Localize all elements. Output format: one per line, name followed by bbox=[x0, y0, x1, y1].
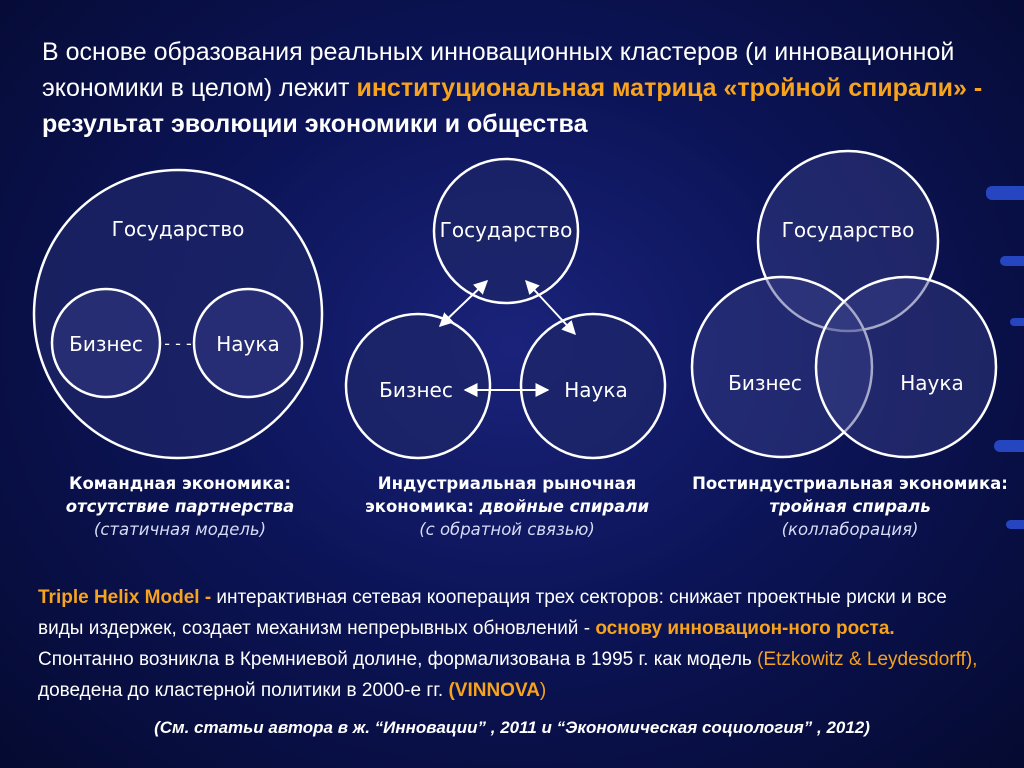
caption-note: (с обратной связью) bbox=[419, 520, 595, 539]
caption-industrial-economy bbox=[342, 472, 672, 541]
caption-subtitle: тройная спираль bbox=[769, 497, 931, 516]
business-label: Бизнес bbox=[379, 378, 453, 402]
authors-citation: (Etzkowitz & Leydesdorff), bbox=[757, 649, 978, 670]
body-text-1: интерактивная сетевая кооперация трех секторов: снижает проектные риски и все виды издержек, создает механизм непрерывных обновлений - bbox=[38, 587, 947, 639]
science-label: Наука bbox=[900, 371, 964, 395]
science-label: Наука bbox=[564, 378, 628, 402]
headline-part3: результат эволюции экономики и общества bbox=[42, 110, 588, 138]
state-label: Государство bbox=[111, 217, 245, 241]
body-text-3: доведена до кластерной политики в 2000-е гг. bbox=[38, 680, 449, 701]
author-footnote: (См. статьи автора в ж. “Инновации” , 2011 и “Экономическая социология” , 2012) bbox=[154, 718, 870, 737]
science-label: Наука bbox=[216, 332, 280, 356]
diagram-postindustrial-economy bbox=[692, 151, 996, 457]
diagram-industrial-economy bbox=[346, 159, 665, 458]
science-circle bbox=[816, 277, 996, 457]
business-label: Бизнес bbox=[728, 371, 802, 395]
model-name: Triple Helix Model - bbox=[38, 587, 217, 608]
state-label: Государство bbox=[781, 218, 915, 242]
caption-title: Командная экономика: bbox=[68, 474, 292, 493]
body-text-2: Спонтанно возникла в Кремниевой долине, формализована в 1995 г. как модель bbox=[38, 649, 758, 670]
caption-postindustrial-economy bbox=[680, 472, 1020, 541]
dashed-connector: - - - bbox=[164, 334, 192, 353]
business-label: Бизнес bbox=[69, 332, 143, 356]
caption-subtitle: отсутствие партнерства bbox=[65, 497, 295, 516]
body-highlight: основу инновацион-ного роста. bbox=[595, 618, 895, 639]
vinnova-close: ) bbox=[539, 680, 547, 701]
vinnova-label: (VINNOVA bbox=[448, 680, 540, 701]
caption-subtitle: двойные спирали bbox=[479, 497, 650, 516]
caption-title: Индустриальная рыночная bbox=[377, 474, 637, 493]
headline-part1: В основе образования реальных инновационных кластеров (и инновационной экономики в целом) лежит bbox=[42, 38, 955, 102]
state-label: Государство bbox=[439, 218, 573, 242]
diagram-command-economy bbox=[34, 170, 322, 458]
description-paragraph bbox=[38, 582, 983, 706]
caption-subtitle-prefix: экономика: bbox=[364, 497, 480, 516]
headline-highlight: институциональная матрица «тройной спирали» - bbox=[356, 74, 983, 102]
caption-note: (коллаборация) bbox=[781, 520, 919, 539]
caption-command-economy bbox=[10, 472, 350, 541]
caption-title: Постиндустриальная экономика: bbox=[692, 474, 1008, 493]
caption-note: (статичная модель) bbox=[93, 520, 267, 539]
